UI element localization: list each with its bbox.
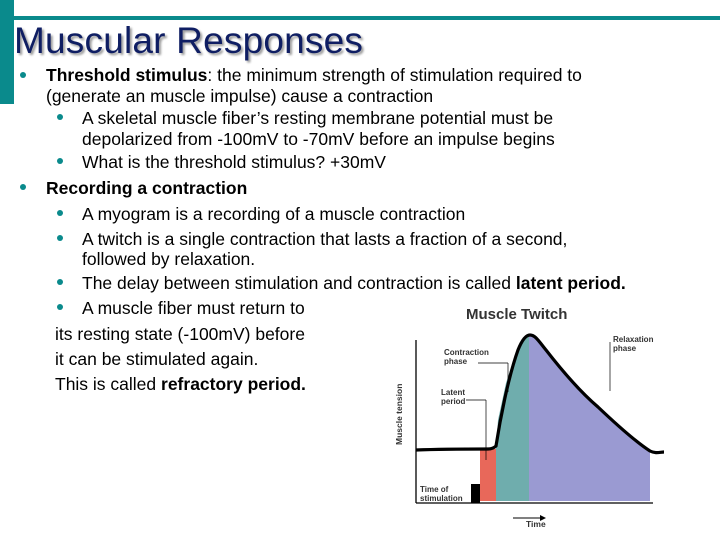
threshold-definition-cont: (generate an muscle impulse) cause a contraction [46,86,434,106]
twitch-definition-line1: A twitch is a single contraction that lasts a fraction of a second, [82,229,568,249]
relaxation-phase-fill [529,335,650,501]
latent-period-definition [82,273,626,293]
stimulation-marker [471,484,480,503]
relaxation-label: Relaxation [613,335,654,344]
twitch-definition-line2: followed by relaxation. [82,249,256,269]
term-latent-period: latent period. [515,273,626,293]
bullet-dot-icon [57,210,63,216]
bullet-dot-icon [57,279,63,285]
bullet-dot-icon [57,304,63,310]
muscle-twitch-figure [388,300,720,540]
threshold-question: What is the threshold stimulus? +30mV [82,152,386,172]
refractory-line3: it can be stimulated again. [55,349,259,369]
term-refractory-period: refractory period. [161,374,306,394]
bullet-dot-icon [20,72,26,78]
resting-potential-line1: A skeletal muscle fiber’s resting membrane potential must be [82,108,554,128]
latent-period-text: The delay between stimulation and contraction is called [82,273,516,293]
refractory-text: This is called [55,374,162,394]
refractory-line2: its resting state (-100mV) before [55,324,305,344]
threshold-definition: : the minimum strength of stimulation required to [207,65,582,85]
relaxation-label-2: phase [613,344,637,353]
stimulation-label-2: stimulation [420,494,463,503]
bullet-recording-contraction: Recording a contraction [46,178,248,198]
bullet-dot-icon [20,184,26,190]
myogram-definition: A myogram is a recording of a muscle contraction [82,204,466,224]
stimulation-label: Time of [420,485,449,494]
y-axis-label: Muscle tension [394,383,404,445]
term-threshold-stimulus: Threshold stimulus [46,65,208,85]
resting-potential-line2: depolarized from -100mV to -70mV before an impulse begins [82,129,555,149]
contraction-label: Contraction [444,348,489,357]
latent-label: Latent [441,388,465,397]
refractory-line1: A muscle fiber must return to [82,298,305,318]
bullet-threshold-stimulus [46,65,582,85]
bullet-dot-icon [57,114,63,120]
refractory-line4 [55,374,306,394]
latent-label-2: period [441,397,466,406]
bullet-dot-icon [57,158,63,164]
x-axis-label: Time [526,519,546,529]
latent-period-fill [480,449,496,501]
bullet-dot-icon [57,235,63,241]
figure-title: Muscle Twitch [466,306,568,323]
page-title: Muscular Responses [14,20,364,61]
muscle-twitch-svg [388,300,720,540]
contraction-label-2: phase [444,357,468,366]
